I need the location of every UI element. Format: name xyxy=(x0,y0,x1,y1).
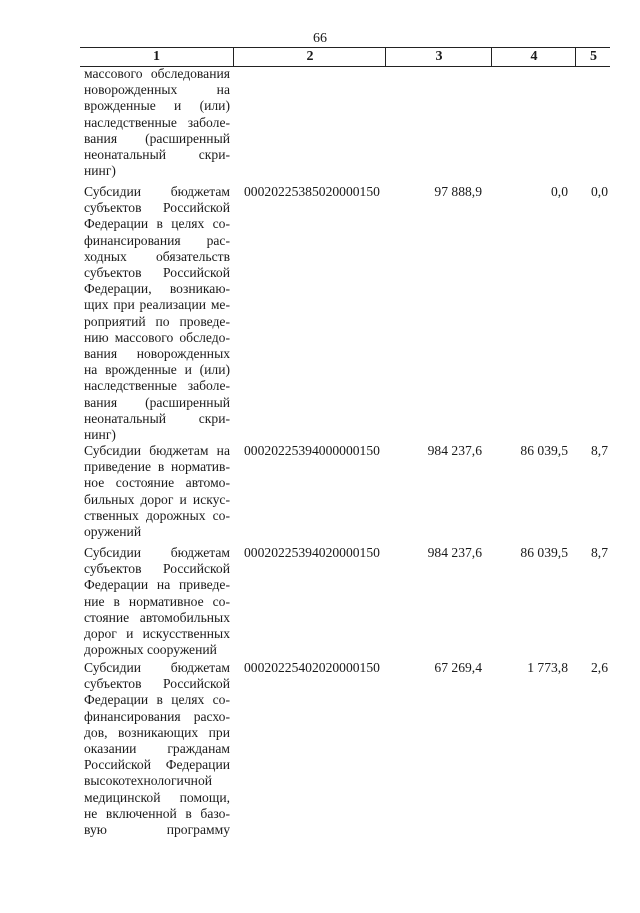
row-value-col3: 67 269,4 xyxy=(434,660,482,675)
row-value-col5: 2,6 xyxy=(591,660,608,675)
row-code: 00020225394000000150 xyxy=(244,443,380,458)
desc-line: субъектов Российской xyxy=(84,265,230,281)
desc-line: оказании гражданам xyxy=(84,741,230,757)
desc-line: вания новорожденных xyxy=(84,346,230,362)
desc-line: дов, возникающих при xyxy=(84,724,230,740)
row-description xyxy=(84,545,230,658)
desc-line: финансирования рас- xyxy=(84,232,230,248)
desc-line: медицинской помощи, xyxy=(84,789,230,805)
desc-line: нию массового обследо- xyxy=(84,329,230,345)
desc-line: Федерации, возникаю- xyxy=(84,281,230,297)
row-description xyxy=(84,184,230,443)
row-value-col3: 97 888,9 xyxy=(434,184,482,199)
desc-line: на врожденные и (или) xyxy=(84,362,230,378)
desc-line: Российской Федерации xyxy=(84,757,230,773)
desc-line: Федерации в целях со- xyxy=(84,692,230,708)
row-value-col3: 984 237,6 xyxy=(427,443,482,458)
desc-line: вания (расширенный xyxy=(84,394,230,410)
row-description xyxy=(84,443,230,540)
desc-line: дорожных сооружений xyxy=(84,642,217,658)
desc-line: высокотехнологичной xyxy=(84,773,213,789)
row-value-col5: 0,0 xyxy=(591,184,608,199)
row-description xyxy=(84,660,230,838)
desc-line: массового обследования xyxy=(84,66,230,81)
desc-line: неонатальный скри- xyxy=(84,410,230,426)
desc-line: врожденные и (или) xyxy=(84,98,230,114)
desc-line: Федерации на приведе- xyxy=(84,577,230,593)
row-value-col4: 86 039,5 xyxy=(520,545,568,560)
desc-line: оружений xyxy=(84,524,142,540)
desc-line: стояние автомобильных xyxy=(84,609,230,625)
header-col-4: 4 xyxy=(491,48,576,66)
desc-line: ние в нормативное со- xyxy=(84,593,230,609)
desc-line: бильных дорог и искус- xyxy=(84,491,230,507)
row-code: 00020225385020000150 xyxy=(244,184,380,199)
desc-line: субъектов Российской xyxy=(84,561,230,577)
desc-line: субъектов Российской xyxy=(84,676,230,692)
desc-line: неонатальный скри- xyxy=(84,147,230,163)
desc-line: роприятий по проведе- xyxy=(84,313,230,329)
desc-line: Федерации в целях со- xyxy=(84,216,230,232)
desc-line: новорожденных на xyxy=(84,82,230,98)
desc-line: не включенной в базо- xyxy=(84,805,230,821)
header-col-5: 5 xyxy=(575,48,611,66)
row-value-col5: 8,7 xyxy=(591,545,608,560)
row-code: 00020225402020000150 xyxy=(244,660,380,675)
header-col-3: 3 xyxy=(385,48,492,66)
desc-line: наследственные заболе- xyxy=(84,114,230,130)
desc-line: субъектов Российской xyxy=(84,200,230,216)
row-value-col4: 1 773,8 xyxy=(527,660,568,675)
row-value-col5: 8,7 xyxy=(591,443,608,458)
desc-line: вания (расширенный xyxy=(84,130,230,146)
desc-line: вую программу xyxy=(84,822,230,838)
desc-line: приведение в норматив- xyxy=(84,459,230,475)
row-description xyxy=(84,66,230,179)
desc-line: нинг) xyxy=(84,163,116,179)
desc-line: щих при реализации ме- xyxy=(84,297,230,313)
page-number: 66 xyxy=(313,31,327,46)
table-header xyxy=(80,47,610,67)
row-value-col3: 984 237,6 xyxy=(427,545,482,560)
desc-line: наследственные заболе- xyxy=(84,378,230,394)
row-value-col4: 0,0 xyxy=(551,184,568,199)
desc-line: Субсидии бюджетам xyxy=(84,545,230,560)
row-code: 00020225394020000150 xyxy=(244,545,380,560)
row-value-col4: 86 039,5 xyxy=(520,443,568,458)
desc-line: Субсидии бюджетам xyxy=(84,660,230,675)
desc-line: ходных обязательств xyxy=(84,248,230,264)
desc-line: Субсидии бюджетам xyxy=(84,184,230,199)
desc-line: ственных дорожных со- xyxy=(84,507,230,523)
header-col-2: 2 xyxy=(233,48,386,66)
desc-line: финансирования расхо- xyxy=(84,708,230,724)
desc-line: Субсидии бюджетам на xyxy=(84,443,230,458)
desc-line: дорог и искусственных xyxy=(84,626,230,642)
desc-line: нинг) xyxy=(84,427,116,443)
header-col-1: 1 xyxy=(153,49,160,64)
desc-line: ное состояние автомо- xyxy=(84,475,230,491)
